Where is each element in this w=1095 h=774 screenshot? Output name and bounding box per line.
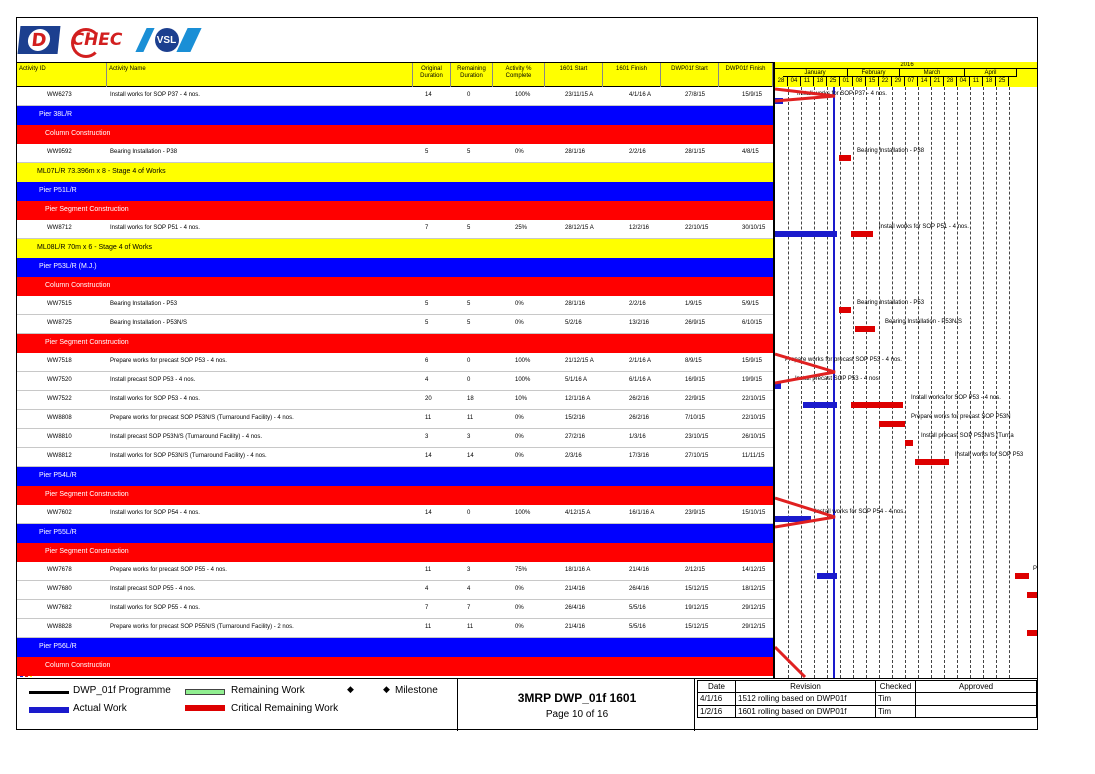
rev-checked: Tim <box>876 693 916 705</box>
cell-rd: 5 <box>467 320 471 326</box>
cell-s2: 8/9/15 <box>685 358 702 364</box>
cell-pc: 0% <box>515 586 524 592</box>
cell-rd: 4 <box>467 586 471 592</box>
cell-f2: 30/10/15 <box>742 225 766 231</box>
cell-pc: 10% <box>515 396 528 402</box>
cell-s1: 18/1/16 A <box>565 567 591 573</box>
table-header <box>17 62 773 87</box>
cell-s2: 26/9/15 <box>685 320 706 326</box>
table-row[interactable] <box>17 144 773 163</box>
cell-s1: 12/1/16 A <box>565 396 591 402</box>
group-row-red[interactable] <box>17 277 773 296</box>
group-label: Pier P55L/R <box>39 529 77 536</box>
cell-f2: 15/9/15 <box>742 92 763 98</box>
cell-pc: 100% <box>515 92 531 98</box>
cell-id: WW7678 <box>47 567 72 573</box>
cell-rd: 14 <box>467 453 474 459</box>
cell-f2: 15/10/15 <box>742 510 766 516</box>
cell-s1: 28/12/15 A <box>565 225 594 231</box>
cell-s1: 5/2/16 <box>565 320 582 326</box>
group-row-blue[interactable] <box>17 467 773 486</box>
page-frame <box>16 17 1038 730</box>
gantt-day: 08 <box>853 77 866 86</box>
gantt-bar-label: Install precast SOP P53 - 4 nos. <box>795 376 881 382</box>
cell-id: WW7682 <box>47 605 72 611</box>
table-row[interactable] <box>17 391 773 410</box>
cell-od: 20 <box>425 396 432 402</box>
cell-rd: 0 <box>467 92 471 98</box>
gantt-day: 29 <box>892 77 905 86</box>
gantt-bar-label: P <box>1033 566 1037 572</box>
cell-s1: 23/11/15 A <box>565 92 594 98</box>
cell-rd: 5 <box>467 301 471 307</box>
cell-f1: 6/1/16 A <box>629 377 652 383</box>
cell-pc: 0% <box>515 605 524 611</box>
gantt-month: March <box>900 69 965 77</box>
cell-name: Bearing Installation - P53N/S <box>110 320 188 326</box>
legend-actual: Actual Work <box>73 703 127 714</box>
cell-od: 7 <box>425 225 429 231</box>
cell-rd: 11 <box>467 624 474 630</box>
cell-name: Install works for SOP P54 - 4 nos. <box>110 510 200 516</box>
cell-rd: 0 <box>467 377 471 383</box>
col-original-duration[interactable]: Original Duration <box>413 63 451 87</box>
col-remaining-duration[interactable]: Remaining Duration <box>451 63 493 87</box>
cell-pc: 100% <box>515 377 531 383</box>
col-activity-id[interactable]: Activity ID <box>17 63 107 87</box>
cell-name: Install works for SOP P53 - 4 nos. <box>110 396 200 402</box>
cell-s1: 21/4/16 <box>565 586 586 592</box>
cell-s2: 15/12/15 <box>685 624 709 630</box>
cell-s1: 26/4/16 <box>565 605 586 611</box>
cell-id: WW7680 <box>47 586 72 592</box>
gantt-day: 01 <box>840 77 853 86</box>
legend-programme: DWP_01f Programme <box>73 685 171 696</box>
cell-s2: 22/10/15 <box>685 225 709 231</box>
gantt-day: 15 <box>866 77 879 86</box>
gantt-day: 25 <box>996 77 1009 86</box>
cell-f2: 6/10/15 <box>742 320 763 326</box>
group-row-blue[interactable] <box>17 182 773 201</box>
cell-name: Bearing Installation - P53 <box>110 301 178 307</box>
cell-f2: 29/12/15 <box>742 624 766 630</box>
cell-f2: 15/9/15 <box>742 358 763 364</box>
cell-f1: 2/1/16 A <box>629 358 652 364</box>
cell-name: Install works for SOP P53N/S (Turnaround Facility) - 4 nos. <box>110 453 267 459</box>
gantt-bar-label: Prepare works for precast SOP P53 - 4 nos. <box>785 357 902 363</box>
cell-f1: 12/2/16 <box>629 225 650 231</box>
cell-f1: 5/5/16 <box>629 624 646 630</box>
cell-s1: 15/2/16 <box>565 415 586 421</box>
progress-line-segment <box>775 647 805 677</box>
table-row[interactable] <box>17 372 773 391</box>
cell-s2: 23/9/15 <box>685 510 706 516</box>
page-number: Page 10 of 16 <box>545 709 609 720</box>
gantt-day: 22 <box>879 77 892 86</box>
cell-s1: 4/12/15 A <box>565 510 591 516</box>
cell-f1: 17/3/16 <box>629 453 650 459</box>
group-row-red[interactable] <box>17 486 773 505</box>
gantt-day: 11 <box>970 77 983 86</box>
table-row[interactable] <box>17 562 773 581</box>
cell-f1: 16/1/16 A <box>629 510 655 516</box>
gantt-year: 2016 <box>775 62 1037 69</box>
group-label: Column Construction <box>45 130 111 137</box>
cell-pc: 75% <box>515 567 528 573</box>
cell-f1: 5/5/16 <box>629 605 646 611</box>
cell-f2: 19/9/15 <box>742 377 763 383</box>
progress-line-segment <box>775 89 835 101</box>
group-label: Pier P56L/R <box>39 643 77 650</box>
table-row[interactable] <box>17 87 773 106</box>
table-row[interactable] <box>17 448 773 467</box>
cell-id: WW7520 <box>47 377 72 383</box>
cell-name: Prepare works for precast SOP P53 - 4 nos. <box>110 358 227 364</box>
cell-rd: 5 <box>467 225 471 231</box>
gantt-day: 18 <box>983 77 996 86</box>
legend-milestone: Milestone <box>395 685 438 696</box>
vsl-logo: VSL <box>135 26 201 54</box>
cell-s1: 2/3/16 <box>565 453 582 459</box>
group-row-blue[interactable] <box>17 638 773 657</box>
cell-name: Prepare works for precast SOP P55 - 4 nos. <box>110 567 227 573</box>
rev-text: 1601 rolling based on DWP01f <box>736 705 876 717</box>
rev-col-date: Date <box>698 681 736 693</box>
group-label: Pier P53L/R (M.J.) <box>39 263 97 270</box>
cell-name: Install works for SOP P37 - 4 nos. <box>110 92 200 98</box>
gantt-day: 04 <box>788 77 801 86</box>
cell-rd: 3 <box>467 434 471 440</box>
progress-line-segment <box>775 498 835 527</box>
group-row-blue[interactable] <box>17 524 773 543</box>
cell-f2: 22/10/15 <box>742 396 766 402</box>
cell-pc: 0% <box>515 415 524 421</box>
logo-bar <box>17 18 1037 62</box>
cell-s1: 28/1/16 <box>565 301 586 307</box>
col-1601-finish[interactable]: 1601 Finish <box>603 63 661 87</box>
cell-s2: 27/10/15 <box>685 453 709 459</box>
rev-approved <box>916 705 1037 717</box>
gantt-bar-label: Install works for SOP P54 - 4 nos. <box>815 509 905 515</box>
cell-name: Install precast SOP P55 - 4 nos. <box>110 586 196 592</box>
col-1601-start[interactable]: 1601 Start <box>545 63 603 87</box>
gantt-month: April <box>965 69 1017 77</box>
legend-remaining: Remaining Work <box>231 685 305 696</box>
table-row[interactable] <box>17 315 773 334</box>
group-row-red[interactable] <box>17 201 773 220</box>
cell-id: WW8725 <box>47 320 72 326</box>
group-row-red[interactable] <box>17 125 773 144</box>
cell-f2: 22/10/15 <box>742 415 766 421</box>
cell-s2: 23/10/15 <box>685 434 709 440</box>
cell-f1: 2/2/16 <box>629 149 646 155</box>
progress-line <box>775 87 1037 678</box>
chec-logo: CHEC <box>69 26 125 54</box>
cell-name: Install works for SOP P55 - 4 nos. <box>110 605 200 611</box>
cell-id: WW7515 <box>47 301 72 307</box>
cell-rd: 7 <box>467 605 471 611</box>
cell-id: WW6273 <box>47 92 72 98</box>
cell-pc: 100% <box>515 510 531 516</box>
col-dwp01f-finish[interactable]: DWP01f Finish <box>719 63 773 87</box>
cell-rd: 0 <box>467 358 471 364</box>
group-label: ML07L/R 73.396m x 8 - Stage 4 of Works <box>37 168 166 175</box>
cell-f1: 26/4/16 <box>629 586 650 592</box>
cell-s1: 28/1/16 <box>565 149 586 155</box>
cell-f2: 26/10/15 <box>742 434 766 440</box>
cell-id: WW8828 <box>47 624 72 630</box>
table-row[interactable] <box>17 353 773 372</box>
cell-id: WW8810 <box>47 434 72 440</box>
group-label: Pier Segment Construction <box>45 206 129 213</box>
group-label: Pier P54L/R <box>39 472 77 479</box>
gantt-month: January <box>783 69 848 77</box>
d-logo: D <box>18 26 61 54</box>
cell-rd: 0 <box>467 510 471 516</box>
cell-name: Install works for SOP P51 - 4 nos. <box>110 225 200 231</box>
table-row[interactable] <box>17 619 773 638</box>
revision-table <box>697 680 1037 718</box>
cell-s2: 16/9/15 <box>685 377 706 383</box>
cell-f1: 26/2/16 <box>629 415 650 421</box>
cell-id: WW7522 <box>47 396 72 402</box>
rev-col-revision: Revision <box>736 681 876 693</box>
cell-name: Prepare works for precast SOP P53N/S (Turnaround Facility) - 4 nos. <box>110 415 294 421</box>
cell-id: WW8712 <box>47 225 72 231</box>
group-row-blue[interactable] <box>17 106 773 125</box>
cell-f2: 5/9/15 <box>742 301 759 307</box>
group-row-red[interactable] <box>17 334 773 353</box>
table-row[interactable] <box>17 505 773 524</box>
cell-pc: 0% <box>515 149 524 155</box>
group-row-red[interactable] <box>17 657 773 676</box>
cell-s2: 2/12/15 <box>685 567 706 573</box>
cell-f1: 2/2/16 <box>629 301 646 307</box>
milestone-icon: ◆ <box>347 684 354 694</box>
group-row-blue[interactable] <box>17 258 773 277</box>
cell-f1: 26/2/16 <box>629 396 650 402</box>
col-dwp01f-start[interactable]: DWP01f Start <box>661 63 719 87</box>
cell-rd: 11 <box>467 415 474 421</box>
gantt-day: 14 <box>918 77 931 86</box>
cell-s2: 7/10/15 <box>685 415 706 421</box>
cell-f2: 14/12/15 <box>742 567 766 573</box>
gantt-timescale <box>775 62 1037 87</box>
gantt-day: 28 <box>775 77 788 86</box>
legend-critical-swatch <box>185 705 225 711</box>
cell-s1: 5/1/16 A <box>565 377 588 383</box>
gantt-bar-label: Install works for SOP P51 - 4 nos. <box>879 224 969 230</box>
rev-date: 1/2/16 <box>698 705 736 717</box>
legend-remaining-swatch <box>185 689 225 695</box>
cell-od: 5 <box>425 301 429 307</box>
group-label: Column Construction <box>45 282 111 289</box>
group-label: Pier P51L/R <box>39 187 77 194</box>
gantt-day: 25 <box>827 77 840 86</box>
rev-date: 4/1/16 <box>698 693 736 705</box>
cell-pc: 0% <box>515 301 524 307</box>
gantt-month: February <box>848 69 900 77</box>
legend-programme-swatch <box>29 691 69 694</box>
cell-pc: 25% <box>515 225 528 231</box>
cell-name: Prepare works for precast SOP P55N/S (Turnaround Facility) - 2 nos. <box>110 624 294 630</box>
cell-f1: 1/3/16 <box>629 434 646 440</box>
revision-row <box>698 693 1037 705</box>
cell-s1: 21/12/15 A <box>565 358 594 364</box>
gantt-chart <box>773 62 1037 678</box>
cell-od: 5 <box>425 149 429 155</box>
cell-s1: 27/2/16 <box>565 434 586 440</box>
table-row[interactable] <box>17 296 773 315</box>
col-percent-complete[interactable]: Activity % Complete <box>493 63 545 87</box>
cell-pc: 0% <box>515 320 524 326</box>
gantt-bar-label: Install works for SOP P37 - 4 nos. <box>797 91 887 97</box>
cell-id: WW8808 <box>47 415 72 421</box>
gantt-bar-label: Prepare works for precast SOP P53N <box>911 414 1011 420</box>
group-label: Pier Segment Construction <box>45 339 129 346</box>
cell-f1: 13/2/16 <box>629 320 650 326</box>
rev-col-approved: Approved <box>916 681 1037 693</box>
cell-s2: 27/8/15 <box>685 92 706 98</box>
table-row[interactable] <box>17 429 773 448</box>
cell-id: WW7602 <box>47 510 72 516</box>
cell-pc: 0% <box>515 624 524 630</box>
gantt-day: 21 <box>931 77 944 86</box>
rev-approved <box>916 693 1037 705</box>
cell-id: WW7518 <box>47 358 72 364</box>
cell-od: 5 <box>425 320 429 326</box>
revision-row <box>698 705 1037 717</box>
cell-od: 11 <box>425 415 432 421</box>
cell-id: WW8812 <box>47 453 72 459</box>
group-row-red[interactable] <box>17 543 773 562</box>
cell-od: 4 <box>425 586 429 592</box>
cell-rd: 3 <box>467 567 471 573</box>
cell-s2: 15/12/15 <box>685 586 709 592</box>
cell-od: 4 <box>425 377 429 383</box>
cell-s2: 22/9/15 <box>685 396 706 402</box>
gantt-day: 18 <box>814 77 827 86</box>
group-label: Column Construction <box>45 662 111 669</box>
group-label: ML08L/R 70m x 6 - Stage 4 of Works <box>37 244 153 251</box>
cell-s1: 21/4/16 <box>565 624 586 630</box>
cell-f1: 4/1/16 A <box>629 92 652 98</box>
cell-pc: 0% <box>515 453 524 459</box>
table-row[interactable] <box>17 581 773 600</box>
milestone-icon: ◆ <box>383 684 390 694</box>
progress-line-segment <box>775 354 835 383</box>
group-label: Pier Segment Construction <box>45 491 129 498</box>
cell-f2: 4/8/15 <box>742 149 759 155</box>
cell-rd: 18 <box>467 396 474 402</box>
table-row[interactable] <box>17 220 773 239</box>
cell-od: 14 <box>425 453 432 459</box>
cell-od: 3 <box>425 434 429 440</box>
cell-f2: 18/12/15 <box>742 586 766 592</box>
cell-s2: 28/1/15 <box>685 149 706 155</box>
gantt-bar-label: Install works for SOP P53 - 4 nos. <box>911 395 1001 401</box>
cell-od: 7 <box>425 605 429 611</box>
cell-od: 14 <box>425 510 432 516</box>
gantt-bar-label: Install precast SOP P53N/S (Turna <box>921 433 1014 439</box>
gantt-day: 11 <box>801 77 814 86</box>
cell-s2: 1/9/15 <box>685 301 702 307</box>
cell-od: 11 <box>425 624 432 630</box>
rev-text: 1512 rolling based on DWP01f <box>736 693 876 705</box>
gantt-day: 28 <box>944 77 957 86</box>
table-row[interactable] <box>17 600 773 619</box>
group-row-yellow[interactable] <box>17 239 773 258</box>
gantt-day: 07 <box>905 77 918 86</box>
cell-pc: 0% <box>515 434 524 440</box>
document-title: 3MRP DWP_01f 1601 <box>517 691 637 705</box>
cell-pc: 100% <box>515 358 531 364</box>
cell-rd: 5 <box>467 149 471 155</box>
legend-critical: Critical Remaining Work <box>231 703 339 714</box>
gantt-bar-label: Bearing Installation - P53N/S <box>885 319 963 325</box>
legend-footer <box>17 678 1037 730</box>
gantt-bar-label: Install works for SOP P53 <box>955 452 1024 458</box>
cell-name: Bearing Installation - P38 <box>110 149 178 155</box>
gantt-day: 04 <box>957 77 970 86</box>
gantt-bar-label: Bearing Installation - P38 <box>857 148 925 154</box>
cell-id: WW9592 <box>47 149 72 155</box>
cell-name: Install precast SOP P53N/S (Turnaround Facility) - 4 nos. <box>110 434 263 440</box>
title-block <box>457 679 695 731</box>
cell-od: 11 <box>425 567 432 573</box>
rev-checked: Tim <box>876 705 916 717</box>
group-label: Pier Segment Construction <box>45 548 129 555</box>
gantt-bar-label: Bearing Installation - P53 <box>857 300 925 306</box>
group-label: Pier 38L/R <box>39 111 73 118</box>
cell-f2: 11/11/15 <box>742 453 765 459</box>
cell-f2: 29/12/15 <box>742 605 766 611</box>
col-activity-name[interactable]: Activity Name <box>107 63 413 87</box>
cell-s2: 19/12/15 <box>685 605 709 611</box>
cell-name: Install precast SOP P53 - 4 nos. <box>110 377 196 383</box>
gantt-body <box>775 87 1037 678</box>
legend-actual-swatch <box>29 707 69 713</box>
cell-od: 14 <box>425 92 432 98</box>
cell-od: 6 <box>425 358 429 364</box>
group-row-yellow[interactable] <box>17 163 773 182</box>
table-row[interactable] <box>17 410 773 429</box>
cell-f1: 21/4/16 <box>629 567 650 573</box>
rev-col-checked: Checked <box>876 681 916 693</box>
